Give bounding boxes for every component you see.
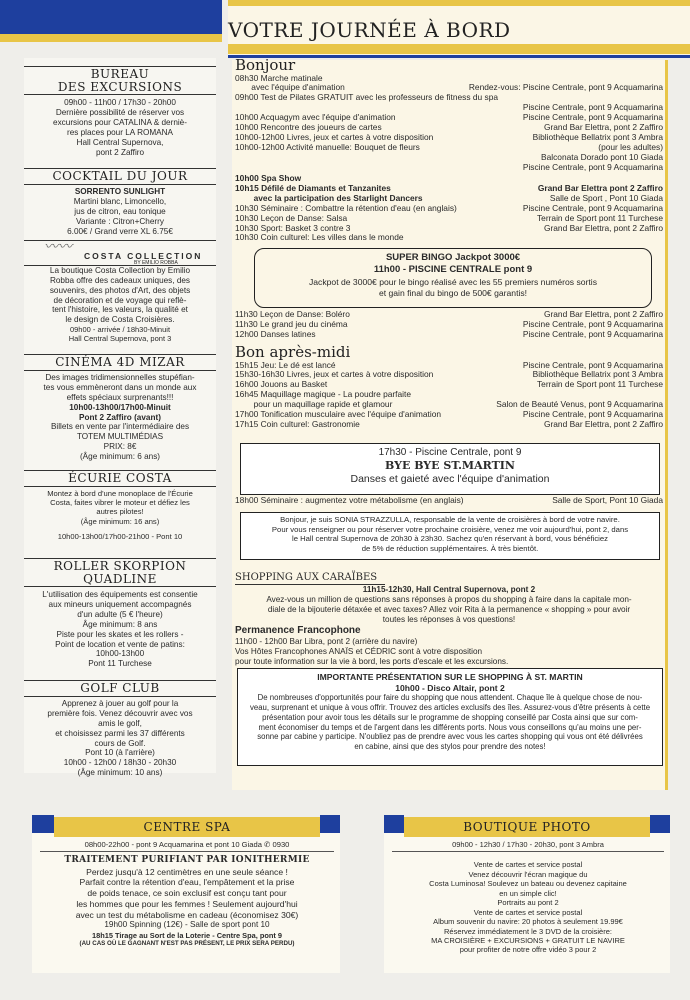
costa-line: souvenirs, des photos d'Art, des objets <box>49 285 191 295</box>
presentation-line: De nombreuses d'opportunités pour faire du shopping que nous attendent. Chaque île à quelque chose de nou- <box>257 693 643 703</box>
schedule-activity: 16h00 Jouons au Basket <box>235 379 328 390</box>
schedule-location: Piscine Centrale, pont 9 Acquamarina <box>522 161 663 172</box>
schedule-activity: 15h30-16h30 Livres, jeux et cartes à votre disposition <box>235 369 434 380</box>
presentation-line: en cabine, ainsi que des stylos pour prendre des notes! <box>354 742 546 752</box>
excursions-line: 09h00 - 11h00 / 17h30 - 20h00 <box>64 98 176 108</box>
sonia-line: Bonjour, je suis SONIA STRAZZULLA, responsable de la vente de croisières à bord de votre navire. <box>280 515 620 524</box>
photo-body <box>392 840 664 955</box>
schedule-activity: 10h00-12h00 Activité manuelle: Bouquet de fleurs <box>235 141 420 152</box>
golf-line: cours de Golf. <box>94 738 146 748</box>
photo-line: pour profiter de notre offre vidéo 3 pour 2 <box>459 945 597 955</box>
schedule-row <box>235 233 663 243</box>
schedule-activity: 11h30 Leçon de Danse: Boléro <box>235 309 350 319</box>
schedule-activity: 10h00 Acquagym avec l'équipe d'animation <box>235 112 396 123</box>
presentation-box <box>237 668 663 766</box>
golf-line: 10h00 - 12h00 / 18h30 - 20h30 <box>63 758 177 768</box>
excursions-line: Dernière possibilité de réserver vos <box>55 108 185 118</box>
schedule-location: Rendez-vous: Piscine Centrale, pont 9 Acquamarina <box>468 82 663 93</box>
presentation-when: 10h00 - Disco Altair, pont 2 <box>395 682 505 693</box>
left-column <box>24 58 216 778</box>
bye-bye-when: 17h30 - Piscine Centrale, pont 9 <box>378 447 522 458</box>
cocktail-line: 6.00€ / Grand verre XL 6.75€ <box>67 226 173 236</box>
schedule-location: Grand Bar Elettra, pont 2 Zaffiro <box>543 122 663 133</box>
shopping-section <box>235 572 663 625</box>
ecurie-line: 10h00-13h00/17h00-21h00 - Pont 10 <box>57 531 183 541</box>
photo-line: en un simple clic! <box>499 888 557 898</box>
schedule-activity: 10h30 Sport: Basket 3 contre 3 <box>235 222 351 233</box>
roller-line: 10h00-13h00 <box>95 649 145 659</box>
schedule-location: Piscine Centrale, pont 9 Acquamarina <box>522 112 663 123</box>
cinema-line: tes vous emmèneront dans un monde aux <box>43 383 197 393</box>
schedule-activity: 17h15 Coin culturel: Gastronomie <box>235 418 360 429</box>
schedule-activity: avec la participation des Starlight Dancers <box>235 192 423 203</box>
signature-icon: 〰〰 <box>44 239 72 255</box>
schedule-activity: 11h30 Le grand jeu du cinéma <box>235 318 348 329</box>
spa-line: avec un test du métabolisme en cadeau (économisez 30€) <box>75 909 299 920</box>
costa-line: tent l'histoire, les valeurs, la qualité et <box>52 305 188 315</box>
spa-line: (AU CAS OÙ LE GAGNANT N'EST PAS PRÉSENT, LE PRIX SERA PERDU) <box>79 939 295 947</box>
presentation-line: veau, surprenant et unique à vous offrir. Trouvez des articles exclusifs des îles. Assurez-vous d'être présents à cette <box>249 703 651 713</box>
afternoon-section <box>235 344 663 430</box>
golf-section <box>24 680 216 778</box>
schedule-activity: 16h45 Maquillage magique - La poudre parfaite <box>235 389 411 400</box>
cinema-line: 10h00-13h00/17h00-Minuit <box>69 402 171 412</box>
schedule-activity: 17h00 Tonification musculaire avec l'équipe d'animation <box>235 409 442 420</box>
spa-corner <box>320 815 340 833</box>
cinema-line: Pont 2 Zaffiro (avant) <box>79 412 161 422</box>
schedule-location: Balconata Dorado pont 10 Giada <box>541 151 663 162</box>
schedule-activity: 10h00 Spa Show <box>235 173 302 183</box>
costa-logo-text: COSTA COLLECTION <box>84 251 203 261</box>
golf-line: et choisissez parmi les 37 différents <box>55 728 185 738</box>
photo-line: Vente de cartes et service postal <box>473 907 583 917</box>
sonia-line: de 5% de réduction supplémentaires. À très bientôt. <box>361 543 539 553</box>
shopping-when: 11h15-12h30, Hall Central Supernova, pont 2 <box>362 585 536 595</box>
ecurie-line: autres pilotes! <box>96 507 144 517</box>
excursions-section <box>24 66 216 157</box>
schedule-activity: 08h30 Marche matinale <box>235 72 323 83</box>
schedule-row <box>235 330 663 340</box>
ecurie-title: ÉCURIE COSTA <box>24 470 216 487</box>
francophone-line: 11h00 - 12h00 Bar Libra, pont 2 (arrière du navire) <box>235 637 418 647</box>
bye-bye-box <box>240 443 660 495</box>
morning-title: Bonjour <box>235 56 296 74</box>
golf-line: première fois. Venez découvrir avec vos <box>47 709 193 719</box>
golf-title: GOLF CLUB <box>24 680 216 697</box>
roller-line: L'utilisation des équipements est consentie <box>42 590 198 600</box>
schedule-location: Grand Bar Elettra, pont 2 Zaffiro <box>543 418 663 429</box>
costa-line: Hall Central Supernova, pont 3 <box>68 334 172 344</box>
seminaire-row <box>235 496 663 506</box>
schedule-row <box>235 420 663 430</box>
spa-line: Perdez jusqu'à 12 centimètres en une seule séance ! <box>86 866 288 877</box>
bingo-line: et gain final du bingo de 500€ garantis! <box>378 287 528 298</box>
schedule-location: Piscine Centrale, pont 9 Acquamarina <box>522 328 663 339</box>
schedule-location: Salle de Sport , Pont 10 Giada <box>549 192 663 203</box>
bingo-box <box>254 248 652 308</box>
seminaire-activity: 18h00 Séminaire : augmentez votre métabolisme (en anglais) <box>235 495 464 505</box>
bingo-line: Jackpot de 3000€ pour le bingo réalisé avec les 55 premiers numéros sortis <box>308 277 598 288</box>
bye-bye-title: BYE BYE ST.MARTIN <box>385 459 515 473</box>
schedule-activity: 10h15 Défilé de Diamants et Tanzanites <box>235 182 391 193</box>
shopping-line: diale de la bijouterie détaxée et avec taxes? Allez voir Rita à la permanence « shopping » pour avoir <box>267 605 631 615</box>
schedule-location: Terrain de Sport pont 11 Turchese <box>536 212 663 223</box>
spa-line: de poids tenace, ce soin exclusif est conçu tant pour <box>87 888 287 899</box>
costa-logo-sub: BY EMILIO ROBBA <box>134 260 178 266</box>
photo-corner <box>384 815 404 833</box>
photo-hours: 09h00 - 12h30 / 17h30 - 20h30, pont 3 Ambra <box>392 840 664 852</box>
top-left-banner <box>0 0 222 42</box>
costa-collection-section <box>24 240 216 343</box>
excursions-title-2: DES EXCURSIONS <box>24 81 216 95</box>
shopping-line: toutes les réponses à vos questions! <box>382 614 516 624</box>
schedule-activity: 12h00 Danses latines <box>235 328 316 339</box>
golf-line: amis le golf, <box>98 718 142 728</box>
schedule-location: Bibliothèque Bellatrix pont 3 Ambra <box>532 369 663 380</box>
photo-title: BOUTIQUE PHOTO <box>404 817 650 837</box>
schedule-location: Grand Bar Elettra, pont 2 Zaffiro <box>543 222 663 233</box>
spa-title: CENTRE SPA <box>54 817 320 837</box>
cocktail-line: Martini blanc, Limoncello, <box>73 197 167 207</box>
spa-line: 18h15 Tirage au Sort de la Loterie - Centre Spa, pont 9 <box>91 930 283 940</box>
cocktail-line: Variante : Citron+Cherry <box>76 216 164 226</box>
cocktail-line: jus de citron, eau tonique <box>74 206 166 216</box>
roller-line: Pont 11 Turchese <box>88 659 152 669</box>
cinema-section <box>24 354 216 462</box>
shopping-line: Avez-vous un million de questions sans réponses à propos du shopping à faire dans la capitale mon- <box>266 595 632 605</box>
bingo-title: SUPER BINGO Jackpot 3000€ <box>385 252 521 263</box>
schedule-location: Salon de Beauté Venus, pont 9 Acquamarina <box>496 399 663 410</box>
photo-line: Réservez immédiatement le 3 DVD de la croisière: <box>444 926 612 936</box>
cinema-line: Des images tridimensionnelles stupéfian- <box>45 373 195 383</box>
bye-bye-sub: Danses et gaieté avec l'équipe d'animation <box>350 472 550 485</box>
roller-line: d'un adulte (5 € l'heure) <box>77 610 163 620</box>
right-column <box>232 56 668 790</box>
schedule-activity: 10h30 Coin culturel: Les villes dans le monde <box>235 232 404 243</box>
spa-line: les hommes que pour les femmes ! Seulement aujourd'hui <box>76 898 298 909</box>
costa-line: le design de Costa Croisières. <box>65 315 175 325</box>
schedule-location: Piscine Centrale, pont 9 Acquamarina <box>522 102 663 113</box>
roller-title-2: QUADLINE <box>24 573 216 587</box>
presentation-line: présentation pour avoir tous les détails sur le programme de shopping conseillé par Costa ainsi que sur com- <box>262 712 638 722</box>
presentation-line: ment économiser du temps et de l'argent dans les différents ports. Nous vous conseillons qu'au moins une per- <box>258 722 642 732</box>
ecurie-line: Costa, faites vibrer le moteur et défiez les <box>50 498 190 508</box>
schedule-location: Terrain de Sport pont 11 Turchese <box>536 379 663 390</box>
photo-line: Album souvenir du navire: 20 photos à seulement 19.99€ <box>433 917 623 927</box>
roller-title-1: ROLLER SKORPION <box>53 559 187 573</box>
header-banner <box>228 0 690 58</box>
schedule-activity: 10h00-12h00 Livres, jeux et cartes à votre disposition <box>235 131 434 142</box>
roller-section <box>24 558 216 669</box>
roller-line: aux mineurs uniquement accompagnés <box>48 600 192 610</box>
schedule-location: Bibliothèque Bellatrix pont 3 Ambra <box>532 131 663 142</box>
presentation-line: sonne par cabine y participe. N'oubliez pas de prendre avec vous les cartes shopping qui vous ont été délivrées <box>257 732 643 742</box>
cocktail-title: COCKTAIL DU JOUR <box>24 168 216 185</box>
morning-section <box>235 57 663 173</box>
cinema-line: Billets en vente par l'intermédiaire des <box>50 422 190 432</box>
spa-body <box>40 840 334 948</box>
cinema-line: effets spéciaux surprenants!!! <box>66 392 174 402</box>
photo-line: Costa Luminosa! Soulevez un bateau ou devenez capitaine <box>429 879 627 889</box>
page-title: VOTRE JOURNÉE À BORD <box>228 18 521 42</box>
schedule-activity: 15h15 Jeu: Le dé est lancé <box>235 359 336 370</box>
schedule-location: Piscine Centrale, pont 9 Acquamarina <box>522 409 663 420</box>
francophone-section <box>235 625 663 667</box>
photo-corner <box>650 815 670 833</box>
excursions-line: res places pour LA ROMANA <box>66 127 174 137</box>
francophone-line: pour toute information sur la vie à bord, les ports d'escale et les excursions. <box>235 656 509 666</box>
schedule-location: Grand Bar Elettra, pont 2 Zaffiro <box>543 309 663 319</box>
cinema-line: PRIX: 8€ <box>103 442 137 452</box>
presentation-title: IMPORTANTE PRÉSENTATION SUR LE SHOPPING À ST. MARTIN <box>317 672 583 682</box>
golf-line: Pont 10 (à l'arrière) <box>85 748 155 758</box>
schedule-location: (pour les adultes) <box>598 141 663 152</box>
seminaire-location: Salle de Sport, Pont 10 Giada <box>552 495 663 505</box>
cinema-title: CINÉMA 4D MIZAR <box>24 354 216 371</box>
bingo-when: 11h00 - PISCINE CENTRALE pont 9 <box>373 263 533 275</box>
after-bingo-rows <box>235 310 663 340</box>
spa-show-rows <box>235 174 663 243</box>
excursions-line: pont 2 Zaffiro <box>95 147 145 157</box>
schedule-activity: pour un maquillage rapide et glamour <box>235 399 393 410</box>
schedule-activity: 09h00 Test de Pilates GRATUIT avec les professeurs de fitness du spa <box>235 92 499 103</box>
photo-line: MA CROISIÈRE + EXCURSIONS + GRATUIT LE NAVIRE <box>431 935 625 945</box>
cinema-line: (Âge minimum: 6 ans) <box>79 451 161 461</box>
sonia-box <box>240 512 660 560</box>
spa-head: TRAITEMENT PURIFIANT PAR IONITHERMIE <box>64 855 310 866</box>
excursions-line: excursions pour CATALINA & derniè- <box>53 118 187 128</box>
sonia-line: Pour vous renseigner ou pour réserver votre prochaine croisière, venez me voir aujourd'hui, pont 2, dans <box>271 524 629 534</box>
costa-line: La boutique Costa Collection by Emilio <box>49 266 191 275</box>
ecurie-section <box>24 470 216 541</box>
photo-line: Portraits au pont 2 <box>497 898 559 908</box>
sonia-line: le Hall central Supernova de 20h30 à 23h30. Sachez qu'en réservant à bord, vous bénéficiez <box>291 534 608 544</box>
cocktail-section <box>24 168 216 236</box>
schedule-location: Grand Bar Elettra pont 2 Zaffiro <box>537 182 663 193</box>
excursions-title-1: BUREAU <box>90 67 150 81</box>
afternoon-title: Bon après-midi <box>235 343 351 361</box>
photo-line: Venez découvrir l'écran magique du <box>468 869 588 879</box>
photo-line: Vente de cartes et service postal <box>473 860 583 870</box>
roller-line: Âge minimum: 8 ans <box>82 619 158 629</box>
costa-line: Robba offre des cadeaux uniques, des <box>49 275 191 285</box>
schedule-activity: 10h00 Rencontre des joueurs de cartes <box>235 122 382 133</box>
schedule-activity: 10h30 Séminaire : Combattre la rétention d'eau (en anglais) <box>235 202 457 213</box>
excursions-line: Hall Central Supernova, <box>76 137 164 147</box>
schedule-activity: avec l'équipe d'animation <box>235 82 345 93</box>
schedule-location: Piscine Centrale, pont 9 Acquamarina <box>522 359 663 370</box>
francophone-title: Permanence Francophone <box>235 625 361 636</box>
costa-logo <box>24 240 216 266</box>
schedule-location: Piscine Centrale, pont 9 Acquamarina <box>522 318 663 329</box>
costa-line: de décoration et de voyage qui reflè- <box>53 295 187 305</box>
ecurie-line: (Âge minimum: 16 ans) <box>80 516 160 526</box>
shopping-title: SHOPPING AUX CARAÏBES <box>235 572 385 585</box>
spa-corner <box>32 815 54 833</box>
golf-line: Apprenez à jouer au golf pour la <box>61 699 179 709</box>
schedule-location: Piscine Centrale, pont 9 Acquamarina <box>522 202 663 213</box>
schedule-activity: 10h30 Leçon de Danse: Salsa <box>235 212 348 223</box>
roller-line: Point de location et vente de patins: <box>55 639 185 649</box>
spa-hours: 08h00-22h00 - pont 9 Acquamarina et pont 10 Giada ✆ 0930 <box>40 840 334 852</box>
schedule-row <box>235 163 663 173</box>
golf-line: (Âge minimum: 10 ans) <box>77 768 163 778</box>
roller-line: Piste pour les skates et les rollers - <box>56 629 184 639</box>
costa-line: 09h00 - arrivée / 18h30-Minuit <box>69 325 171 335</box>
spa-line: 19h00 Spinning (12€) - Salle de sport pont 10 <box>104 920 270 930</box>
ecurie-line: Montez à bord d'une monoplace de l'Écurie <box>47 489 193 499</box>
cocktail-name: SORRENTO SUNLIGHT <box>74 187 166 197</box>
francophone-line: Vos Hôtes Francophones ANAÏS et CÉDRIC sont à votre disposition <box>235 647 483 657</box>
cinema-line: TOTEM MULTIMÉDIAS <box>76 432 164 442</box>
spa-line: Parfait contre la rétention d'eau, l'empâtement et la prise <box>79 877 295 888</box>
